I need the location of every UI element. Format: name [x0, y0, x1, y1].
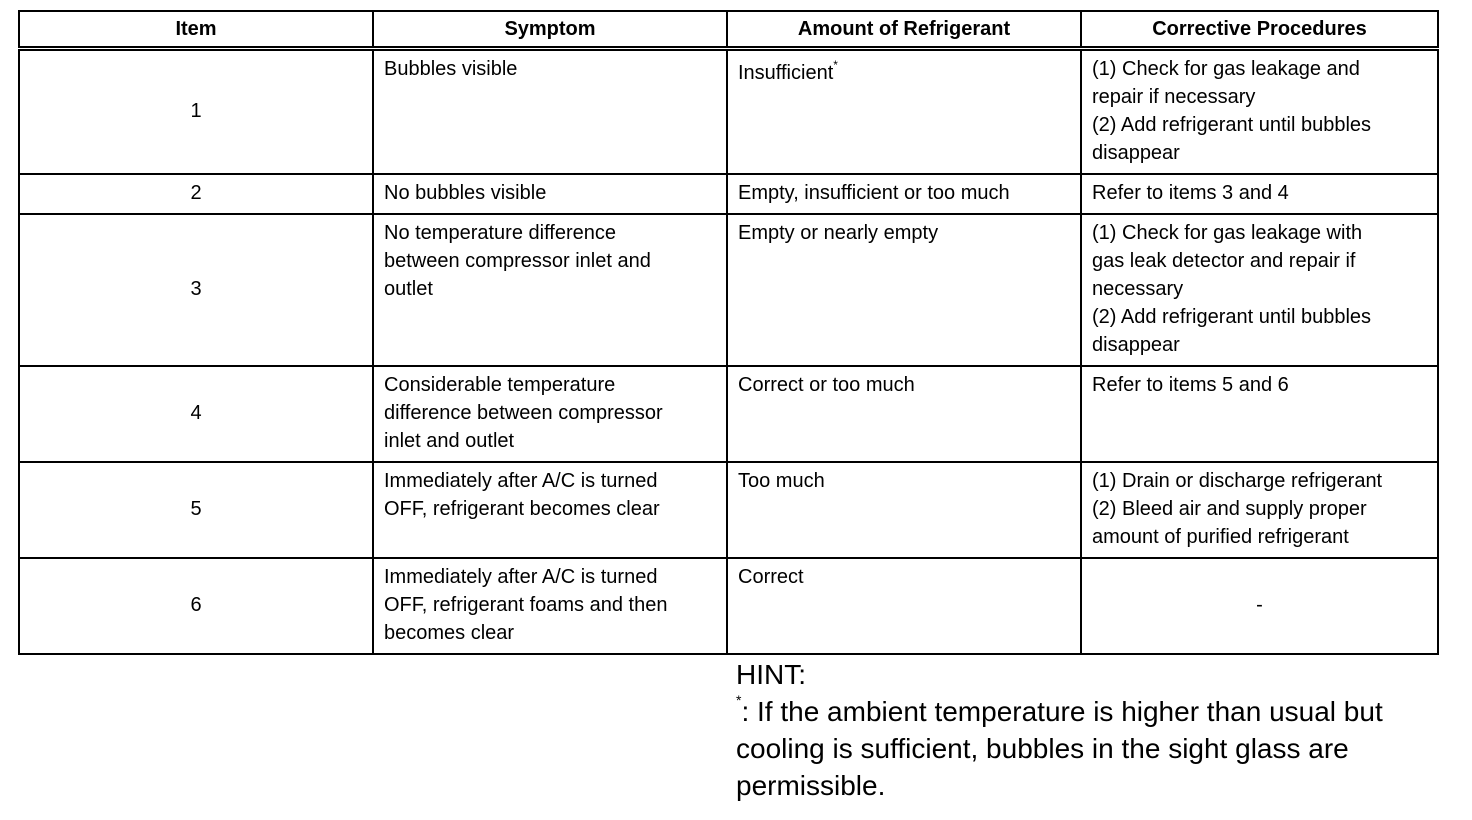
item-cell: 6 — [19, 558, 373, 654]
hint-note — [736, 656, 1456, 804]
amount-cell — [727, 174, 1081, 214]
procedure-line: repair if necessary — [1092, 86, 1256, 108]
symptom-cell — [373, 214, 727, 366]
procedure-line: (2) Bleed air and supply proper — [1092, 498, 1367, 520]
footnote-mark: * — [833, 58, 838, 72]
amount-text: Correct — [738, 566, 804, 588]
procedure-line: (1) Drain or discharge refrigerant — [1092, 470, 1383, 492]
procedure-line: gas leak detector and repair if — [1092, 250, 1356, 272]
symptom-line: OFF, refrigerant foams and then — [384, 594, 668, 616]
table-row — [19, 49, 1438, 175]
amount-cell — [727, 49, 1081, 175]
amount-text: Insufficient — [738, 62, 834, 84]
item-cell: 4 — [19, 366, 373, 462]
header-amount: Amount of Refrigerant — [727, 11, 1081, 49]
procedures-cell — [1081, 214, 1438, 366]
procedures-cell — [1081, 462, 1438, 558]
symptom-line: inlet and outlet — [384, 430, 515, 452]
symptom-line: OFF, refrigerant becomes clear — [384, 498, 660, 520]
hint-footnote-mark: * — [736, 692, 742, 708]
refrigerant-table — [18, 10, 1439, 655]
symptom-line: Immediately after A/C is turned — [384, 566, 658, 588]
item-cell: 1 — [19, 49, 373, 175]
table-header-row — [19, 11, 1438, 49]
table-row — [19, 366, 1438, 462]
header-procedures: Corrective Procedures — [1081, 11, 1438, 49]
procedure-line: - — [1256, 594, 1263, 616]
procedure-line: necessary — [1092, 278, 1184, 300]
amount-text: Correct or too much — [738, 374, 915, 396]
table-row — [19, 174, 1438, 214]
amount-text: Too much — [738, 470, 825, 492]
procedure-line: disappear — [1092, 334, 1180, 356]
hint-text-line — [736, 693, 1456, 730]
symptom-cell — [373, 174, 727, 214]
symptom-line: No temperature difference — [384, 222, 616, 244]
amount-cell — [727, 366, 1081, 462]
symptom-line: No bubbles visible — [384, 182, 547, 204]
table-row — [19, 214, 1438, 366]
procedure-line: Refer to items 3 and 4 — [1092, 182, 1289, 204]
procedures-cell — [1081, 366, 1438, 462]
symptom-line: between compressor inlet and — [384, 250, 651, 272]
amount-text: Empty or nearly empty — [738, 222, 939, 244]
procedure-line: Refer to items 5 and 6 — [1092, 374, 1289, 396]
procedure-line: (2) Add refrigerant until bubbles — [1092, 114, 1372, 136]
procedures-cell — [1081, 558, 1438, 654]
procedure-line: disappear — [1092, 142, 1180, 164]
symptom-line: difference between compressor — [384, 402, 663, 424]
procedures-cell — [1081, 49, 1438, 175]
symptom-cell — [373, 49, 727, 175]
symptom-cell — [373, 558, 727, 654]
hint-text-line: cooling is sufficient, bubbles in the sight glass are — [736, 733, 1349, 764]
symptom-line: outlet — [384, 278, 433, 300]
symptom-line: Bubbles visible — [384, 58, 518, 80]
hint-text-line: permissible. — [736, 770, 886, 801]
amount-cell — [727, 558, 1081, 654]
header-item: Item — [19, 11, 373, 49]
symptom-cell — [373, 366, 727, 462]
procedure-line: (2) Add refrigerant until bubbles — [1092, 306, 1372, 328]
amount-cell — [727, 214, 1081, 366]
table-row — [19, 462, 1438, 558]
procedure-line: (1) Check for gas leakage and — [1092, 58, 1360, 80]
table-row — [19, 558, 1438, 654]
symptom-line: Considerable temperature — [384, 374, 616, 396]
amount-text: Empty, insufficient or too much — [738, 182, 1010, 204]
symptom-line: Immediately after A/C is turned — [384, 470, 658, 492]
hint-text: : If the ambient temperature is higher than usual but — [741, 696, 1383, 727]
procedures-cell — [1081, 174, 1438, 214]
header-symptom: Symptom — [373, 11, 727, 49]
procedure-line: (1) Check for gas leakage with — [1092, 222, 1363, 244]
item-cell: 5 — [19, 462, 373, 558]
item-cell: 3 — [19, 214, 373, 366]
symptom-line: becomes clear — [384, 622, 515, 644]
hint-title: HINT: — [736, 659, 806, 690]
amount-cell — [727, 462, 1081, 558]
procedure-line: amount of purified refrigerant — [1092, 526, 1349, 548]
symptom-cell — [373, 462, 727, 558]
item-cell: 2 — [19, 174, 373, 214]
